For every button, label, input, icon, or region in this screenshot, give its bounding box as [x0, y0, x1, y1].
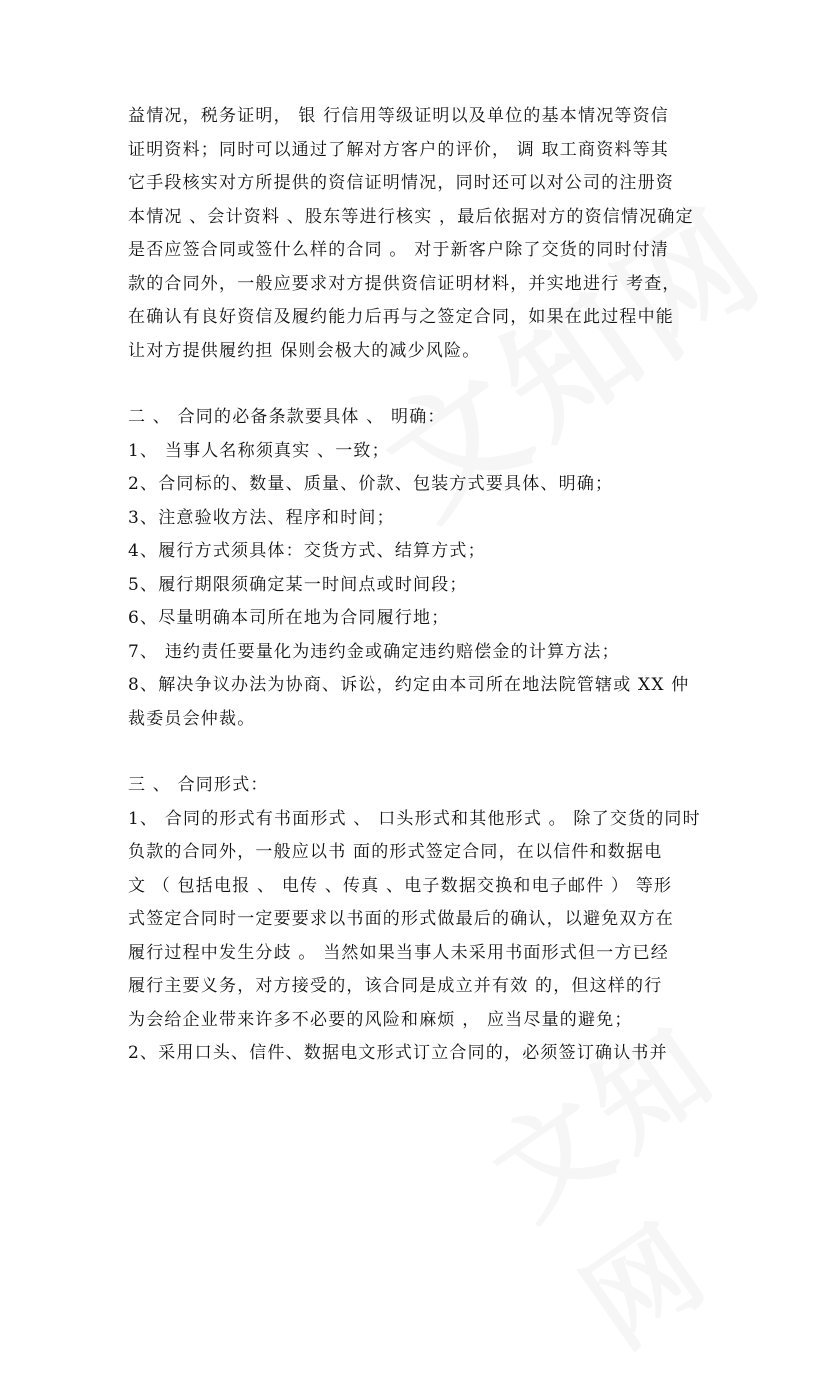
section-2-item: 4、履行方式须具体：交货方式、结算方式； — [128, 541, 486, 561]
section-2-item: 6、尽量明确本司所在地为合同履行地； — [128, 608, 450, 628]
section-2-item: 裁委员会仲裁。 — [128, 708, 256, 729]
section-3-item-1-line: 履行过程中发生分歧 。 当然如果当事人未采用书面形式但一方已经 — [128, 942, 670, 963]
section-2-item: 5、履行期限须确定某一时间点或时间段； — [128, 574, 468, 595]
section-2-heading: 二 、 合同的必备条款要具体 、 明确： — [128, 407, 446, 427]
intro-line: 让对方提供履约担 保则会极大的减少风险。 — [128, 340, 481, 361]
spacer — [128, 368, 708, 401]
intro-line: 是否应签合同或签什么样的合同 。 对于新客户除了交货的同时付清 — [128, 240, 670, 260]
section-3-item-1-line: 负款的合同外，一般应以书 面的形式签定合同，在以信件和数据电 — [128, 842, 663, 862]
section-3-item-1-line: 式签定合同时一定要要求以书面的形式做最后的确认，以避免双方在 — [128, 909, 674, 929]
section-2-item: 2、合同标的、数量、质量、价款、包装方式要具体、明确； — [128, 474, 614, 494]
section-2-item: 7、 违约责任要量化为违约金或确定违约赔偿金的计算方法； — [128, 641, 620, 662]
intro-line: 款的合同外，一般应要求对方提供资信证明材料，并实地进行 考查， — [128, 273, 681, 294]
section-2-item: 3、注意验收方法、程序和时间； — [128, 507, 395, 528]
intro-line: 益情况，税务证明， 银 行信用等级证明以及单位的基本情况等资信 — [128, 106, 670, 126]
section-3-item-1-line: 履行主要义务，对方接受的，该合同是成立并有效 的，但这样的行 — [128, 976, 663, 996]
intro-line: 本情况 、会计资料 、股东等进行核实 ，最后依据对方的资信情况确定 — [128, 206, 694, 227]
intro-paragraph — [128, 100, 708, 368]
section-2 — [128, 401, 708, 736]
section-3-item-1-line: 为会给企业带来许多不必要的风险和麻烦 ， 应当尽量的避免； — [128, 1009, 633, 1030]
section-3-item-1-line: 1、 合同的形式有书面形式 、 口头形式和其他形式 。 除了交货的同时 — [128, 808, 701, 829]
section-2-item: 8、解决争议办法为协商、诉讼，约定由本司所在地法院管辖或 XX 仲 — [128, 675, 690, 695]
intro-line: 证明资料；同时可以通过了解对方客户的评价， 调 取工商资料等其 — [128, 139, 670, 160]
section-3-item-1-line: 文 （ 包括电报 、 电传 、传真 、电子数据交换和电子邮件 ） 等形 — [128, 875, 673, 896]
intro-line: 在确认有良好资信及履约能力后再与之签定合同，如果在此过程中能 — [128, 307, 674, 327]
section-3-item-2-line: 2、采用口头、信件、数据电文形式订立合同的，必须签订确认书并 — [128, 1043, 668, 1063]
section-3-heading: 三 、 合同形式： — [128, 775, 269, 795]
section-3 — [128, 769, 708, 1071]
section-2-item: 1、 当事人名称须真实 、一致； — [128, 440, 390, 461]
spacer — [128, 736, 708, 769]
intro-line: 它手段核实对方所提供的资信证明情况，同时还可以对公司的注册资 — [128, 173, 674, 193]
document-page — [128, 100, 708, 1071]
